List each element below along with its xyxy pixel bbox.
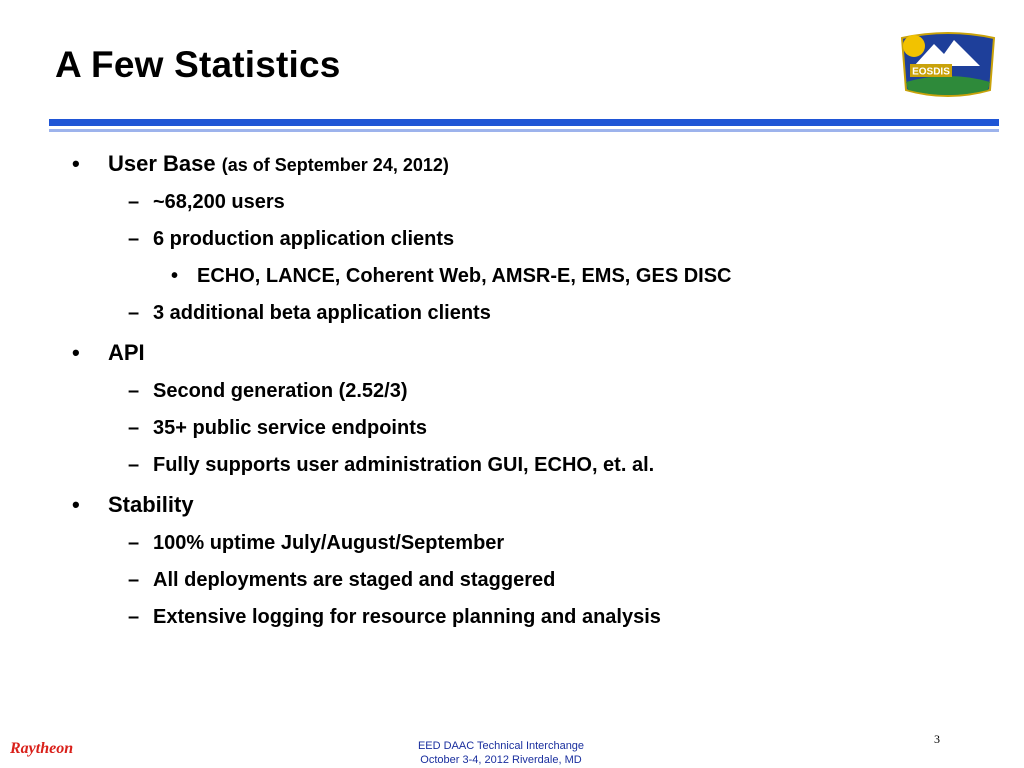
bullet-note: (as of September 24, 2012) bbox=[221, 155, 449, 175]
bullet-text: Stability bbox=[108, 492, 194, 517]
dash-marker: – bbox=[128, 454, 140, 476]
dash-marker: – bbox=[128, 228, 140, 250]
logo-text: EOSDIS bbox=[912, 66, 950, 78]
dash-marker: – bbox=[128, 569, 140, 591]
slide-title: A Few Statistics bbox=[55, 44, 341, 85]
bullet-text: User Base bbox=[108, 151, 216, 176]
dash-marker: – bbox=[128, 302, 140, 324]
sub-sub-bullet-text: ECHO, LANCE, Coherent Web, AMSR-E, EMS, GES DISC bbox=[197, 265, 732, 287]
sub-bullet-text: 6 production application clients bbox=[153, 228, 455, 250]
dash-marker: – bbox=[128, 532, 140, 554]
sub-bullet-text: Fully supports user administration GUI, ECHO, et. al. bbox=[153, 454, 655, 476]
dash-marker: – bbox=[128, 191, 140, 213]
footer-caption bbox=[380, 739, 622, 767]
dash-marker: – bbox=[128, 417, 140, 439]
footer-line-1: EED DAAC Technical Interchange bbox=[417, 740, 585, 752]
sub-bullet-text: Second generation (2.52/3) bbox=[153, 380, 408, 402]
sub-bullet-text: All deployments are staged and staggered bbox=[153, 569, 556, 591]
sub-bullet-text: 3 additional beta application clients bbox=[153, 302, 491, 324]
sub-bullet-text: 35+ public service endpoints bbox=[153, 417, 427, 439]
raytheon-logo: Raytheon bbox=[10, 740, 74, 757]
footer-line-2: October 3-4, 2012 Riverdale, MD bbox=[420, 754, 582, 766]
sub-bullet-text: 100% uptime July/August/September bbox=[153, 532, 505, 554]
bullet-marker: • bbox=[72, 340, 80, 365]
bullet-marker: • bbox=[171, 265, 179, 287]
dash-marker: – bbox=[128, 606, 140, 628]
dash-marker: – bbox=[128, 380, 140, 402]
bullet-text: API bbox=[108, 340, 145, 365]
page-number: 3 bbox=[934, 732, 940, 746]
bullet-marker: • bbox=[72, 151, 80, 176]
sub-bullet-text: ~68,200 users bbox=[153, 191, 285, 213]
bullet-marker: • bbox=[72, 492, 80, 517]
sub-bullet-text: Extensive logging for resource planning and analysis bbox=[153, 606, 661, 628]
